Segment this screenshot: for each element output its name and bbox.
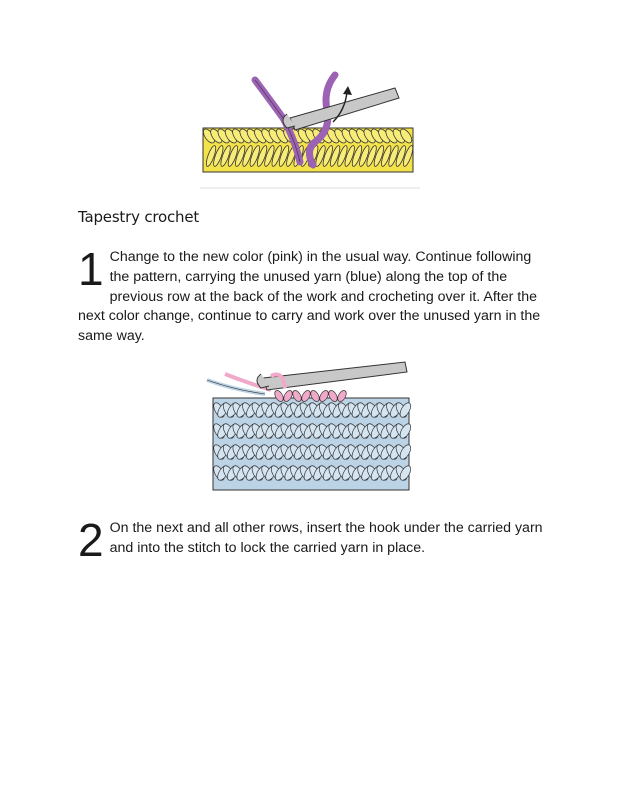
step-number: 1 <box>78 243 104 295</box>
instruction-step-1 <box>78 243 543 347</box>
step-text: On the next and all other rows, insert the hook under the carried yarn and into the stitch to lock the carried yarn in place. <box>109 520 543 556</box>
yellow-row-hook-illustration <box>195 70 423 192</box>
step-text: Change to the new color (pink) in the usual way. Continue following the pattern, carrying the unused yarn (blue) along the top of the previous row at the back of the work and crocheting over it. After the next color change, continue to carry and work over the unused yarn in the same way. <box>78 249 541 345</box>
step-number: 2 <box>78 514 104 566</box>
instruction-step-2 <box>78 514 543 566</box>
blue-fabric-hook-illustration <box>205 360 415 492</box>
section-title: Tapestry crochet <box>78 208 200 226</box>
